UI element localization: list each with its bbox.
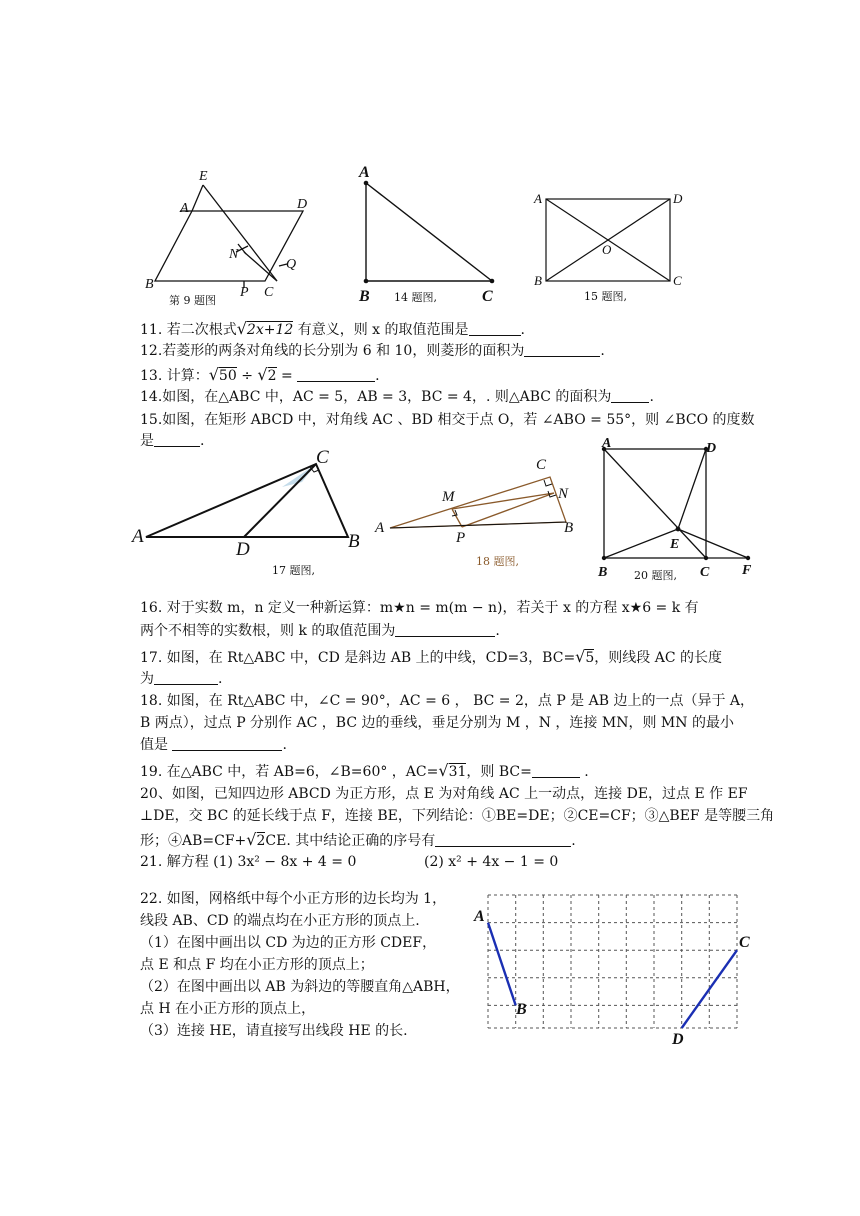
label-C: C xyxy=(536,457,547,473)
label-M: M xyxy=(442,489,455,505)
q17-end: . xyxy=(218,671,223,687)
question-22-line4 xyxy=(140,955,374,976)
q14-answer-blank xyxy=(611,388,649,403)
question-12 xyxy=(140,341,605,362)
figure-22-grid xyxy=(470,885,750,1055)
figure-17-caption: 17 题图, xyxy=(272,564,315,577)
label-D: D xyxy=(236,539,250,560)
q17-answer-blank xyxy=(154,670,218,685)
question-16-line1 xyxy=(140,598,699,619)
question-17-line2 xyxy=(140,669,222,690)
figure-17-drawing xyxy=(130,448,370,580)
question-18-line3 xyxy=(140,735,287,756)
label-P: P xyxy=(240,285,249,300)
question-22-line3 xyxy=(140,933,436,954)
question-20-line1 xyxy=(140,784,748,805)
label-C: C xyxy=(700,565,710,580)
figure-14-caption: 14 题图, xyxy=(394,291,437,304)
label-A: A xyxy=(359,164,370,181)
question-13: 13. 计算：√50 ÷ √2 = . xyxy=(140,365,380,384)
figure-18 xyxy=(372,455,592,570)
question-16-line2 xyxy=(140,621,500,642)
q15-end: . xyxy=(200,433,205,449)
figure-15 xyxy=(530,185,700,305)
q22-text-4: 点 E 和点 F 均在小正方形的顶点上； xyxy=(140,957,374,973)
question-21 xyxy=(140,852,559,873)
figure-20-caption: 20 题图, xyxy=(634,569,677,582)
label-D: D xyxy=(297,197,308,212)
q18-text-3: 值是 xyxy=(140,737,168,753)
q20-text-3a: 形；④AB=CF+ xyxy=(140,833,247,849)
q22-text-2: 线段 AB、CD 的端点均在小正方形的顶点上. xyxy=(140,913,420,929)
label-D: D xyxy=(672,1031,684,1048)
question-22-line7 xyxy=(140,1021,408,1042)
q16-text-1: 16. 对于实数 m，n 定义一种新运算：m★n = m(m − n)，若关于 x 的方程 x★6 = k 有 xyxy=(140,600,699,616)
q13-equals: = xyxy=(276,368,298,384)
figure-17 xyxy=(130,448,370,580)
question-17-line1: 17. 如图，在 Rt△ABC 中，CD 是斜边 AB 上的中线，CD=3，BC=√5，则线段 AC 的长度 xyxy=(140,647,723,666)
question-22-line5 xyxy=(140,977,460,998)
question-18-line2 xyxy=(140,713,734,734)
q22-text-5: （2）在图中画出以 AB 为斜边的等腰直角△ABH， xyxy=(140,979,460,995)
q15-text-2: 是 xyxy=(140,433,154,449)
q22-text-6: 点 H 在小正方形的顶点上， xyxy=(140,1001,316,1017)
q17-radicand: 5 xyxy=(585,650,595,666)
q13-radicand-2: 2 xyxy=(267,368,277,384)
q17-text-1b: ，则线段 AC 的长度 xyxy=(594,650,723,666)
label-B: B xyxy=(359,288,370,305)
label-A: A xyxy=(132,526,144,547)
label-A: A xyxy=(534,191,542,206)
question-22-line6 xyxy=(140,999,315,1020)
q16-answer-blank xyxy=(395,622,495,637)
label-A: A xyxy=(375,520,385,536)
q14-end: . xyxy=(649,389,654,405)
question-15-line1 xyxy=(140,410,755,431)
q21-part-1: 21. 解方程 (1) 3x² − 8x + 4 = 0 xyxy=(140,854,357,870)
q20-answer-blank xyxy=(435,832,571,847)
question-20-line2 xyxy=(140,806,774,827)
label-E: E xyxy=(199,169,208,184)
label-B: B xyxy=(145,277,154,292)
label-C: C xyxy=(673,273,682,288)
q15-text-1: 15.如图，在矩形 ABCD 中，对角线 AC 、BD 相交于点 O，若 ∠ABO = 55°，则 ∠BCO 的度数 xyxy=(140,412,755,428)
q17-text-2: 为 xyxy=(140,671,154,687)
q16-end: . xyxy=(495,623,500,639)
q21-part-2: (2) x² + 4x − 1 = 0 xyxy=(424,854,559,870)
label-C: C xyxy=(316,447,329,468)
q12-text: 12.若菱形的两条对角线的长分别为 6 和 10，则菱形的面积为 xyxy=(140,343,525,359)
label-D: D xyxy=(706,441,717,456)
q13-operator: ÷ xyxy=(236,368,258,384)
figure-9-drawing xyxy=(140,168,320,308)
label-B: B xyxy=(564,520,574,536)
q11-end: . xyxy=(520,322,525,338)
q18-end: . xyxy=(282,737,287,753)
question-19: 19. 在△ABC 中，若 AB=6，∠B=60° ，AC=√31，则 BC= . xyxy=(140,761,589,780)
label-B: B xyxy=(534,273,542,288)
q12-end: . xyxy=(600,343,605,359)
q22-text-1: 22. 如图，网格纸中每个小正方形的边长均为 1， xyxy=(140,891,447,907)
label-C: C xyxy=(264,285,274,300)
figure-20 xyxy=(592,437,762,587)
q19-text-b: ，则 BC= xyxy=(466,764,532,780)
q17-text-1: 17. 如图，在 Rt△ABC 中，CD 是斜边 AB 上的中线，CD=3，BC= xyxy=(140,650,576,666)
label-N: N xyxy=(558,486,569,502)
q18-answer-blank xyxy=(172,736,282,751)
label-E: E xyxy=(670,537,680,552)
q15-answer-blank xyxy=(154,432,200,447)
label-D: D xyxy=(673,191,683,206)
label-B: B xyxy=(516,1001,527,1018)
q20-text-2: ⊥DE，交 BC 的延长线于点 F，连接 BE，下列结论：①BE=DE；②CE=CF；③△BEF 是等腰三角 xyxy=(140,808,775,824)
q18-text-1: 18. 如图，在 Rt△ABC 中，∠C = 90°，AC = 6 ， BC = 2，点 P 是 AB 边上的一点（异于 A， xyxy=(140,693,755,709)
figure-18-caption: 18 题图, xyxy=(476,555,519,568)
question-20-line3: 形；④AB=CF+√2CE. 其中结论正确的序号有 . xyxy=(140,830,576,849)
q16-text-2: 两个不相等的实数根，则 k 的取值范围为 xyxy=(140,623,396,639)
figure-20-drawing xyxy=(592,437,762,587)
label-N: N xyxy=(229,247,239,262)
question-22-line2 xyxy=(140,911,420,932)
q13-answer-blank xyxy=(297,367,375,382)
label-B: B xyxy=(598,565,608,580)
q19-answer-blank xyxy=(532,763,580,778)
q13-radicand-1: 50 xyxy=(218,368,237,384)
figure-14 xyxy=(350,165,510,310)
figure-9-caption: 第 9 题图 xyxy=(169,294,216,307)
figure-9 xyxy=(140,168,320,308)
q20-radicand: 2 xyxy=(256,833,266,849)
figure-15-caption: 15 题图, xyxy=(584,290,627,303)
q20-text-1: 20、如图，已知四边形 ABCD 为正方形，点 E 为对角线 AC 上一动点，连接 DE，过点 E 作 EF xyxy=(140,786,748,802)
label-C: C xyxy=(739,934,750,951)
label-F: F xyxy=(742,563,752,578)
q11-text-b: 有意义，则 x 的取值范围是 xyxy=(297,322,469,338)
label-A: A xyxy=(602,436,612,451)
q19-radicand: 31 xyxy=(448,764,467,780)
label-A: A xyxy=(180,201,189,216)
label-C: C xyxy=(482,288,493,305)
label-P: P xyxy=(456,530,466,546)
q13-text: 13. 计算： xyxy=(140,368,209,384)
q20-end: . xyxy=(571,833,576,849)
q13-end: . xyxy=(375,368,380,384)
q22-text-3: （1）在图中画出以 CD 为边的正方形 CDEF， xyxy=(140,935,437,951)
label-Q: Q xyxy=(286,257,297,272)
q11-answer-blank xyxy=(469,321,521,336)
question-22-line1 xyxy=(140,889,446,910)
q19-text: 19. 在△ABC 中，若 AB=6，∠B=60° ，AC= xyxy=(140,764,439,780)
q11-text-a: 11. 若二次根式 xyxy=(140,322,237,338)
question-14 xyxy=(140,387,654,408)
figure-22-drawing xyxy=(470,885,750,1055)
q19-end: . xyxy=(584,764,589,780)
question-11: 11. 若二次根式√2x+12 有意义，则 x 的取值范围是 . xyxy=(140,319,525,338)
label-O: O xyxy=(602,242,612,257)
label-A: A xyxy=(474,908,485,925)
q12-answer-blank xyxy=(524,342,600,357)
q22-text-7: （3）连接 HE，请直接写出线段 HE 的长. xyxy=(140,1023,408,1039)
question-18-line1 xyxy=(140,691,754,712)
q18-text-2: B 两点），过点 P 分别作 AC ，BC 边的垂线，垂足分别为 M ，N ，连接 MN，则 MN 的最小 xyxy=(140,715,734,731)
q14-text: 14.如图，在△ABC 中，AC = 5，AB = 3，BC = 4，. 则△ABC 的面积为 xyxy=(140,389,612,405)
q11-radicand: 2x+12 xyxy=(246,322,294,338)
label-B: B xyxy=(348,531,360,552)
q20-text-3b: CE. 其中结论正确的序号有 xyxy=(265,833,436,849)
